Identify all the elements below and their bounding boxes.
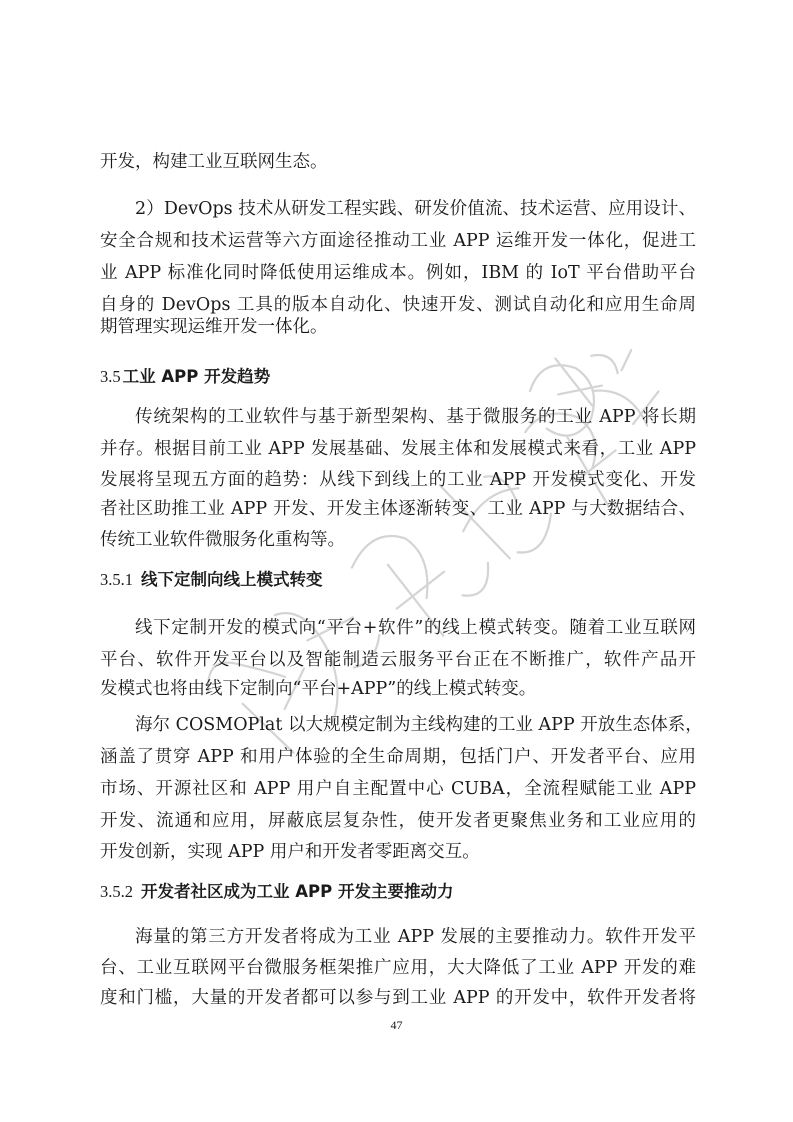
paragraph-line: 海尔 COSMOPlat 以大规模定制为主线构建的工业 APP 开放生态体系， (135, 715, 703, 735)
section-number: 3.5.1 (100, 570, 133, 589)
paragraph-line: 台、工业互联网平台微服务框架推广应用，大大降低了工业 APP 开发的难 (100, 958, 696, 978)
paragraph-line: 传统架构的工业软件与基于新型架构、基于微服务的工业 APP 将长期 (135, 407, 696, 427)
paragraph-line: 自身的 DevOps 工具的版本自动化、快速开发、测试自动化和应用生命周 (100, 295, 696, 315)
paragraph-line: 平台、软件开发平台以及智能制造云服务平台正在不断推广，软件产品开 (100, 650, 696, 670)
paragraph-line: 度和门槛，大量的开发者都可以参与到工业 APP 的开发中，软件开发者将 (100, 988, 696, 1008)
subsection-heading (100, 880, 453, 904)
paragraph-line: 安全合规和技术运营等六方面途径推动工业 APP 运维开发一体化，促进工 (100, 231, 696, 251)
paragraph-line: 发展将呈现五方面的趋势：从线下到线上的工业 APP 开发模式变化、开发 (100, 470, 696, 490)
paragraph-line: 涵盖了贯穿 APP 和用户体验的全生命周期，包括门户、开发者平台、应用 (100, 747, 696, 767)
section-number: 3.5 (100, 367, 121, 386)
paragraph-line: 开发，构建工业互联网生态。 (100, 152, 328, 172)
paragraph-line: 海量的第三方开发者将成为工业 APP 发展的主要推动力。软件开发平 (135, 927, 696, 947)
paragraph-line: 线下定制开发的模式向“平台+软件”的线上模式转变。随着工业互联网 (135, 618, 696, 638)
paragraph-line: 传统工业软件微服务化重构等。 (100, 530, 345, 550)
paragraph-line: 发模式也将由线下定制向“平台+APP”的线上模式转变。 (100, 679, 537, 699)
subsection-heading (100, 568, 323, 592)
section-number: 3.5.2 (100, 882, 133, 901)
paragraph-line: 并存。根据目前工业 APP 发展基础、发展主体和发展模式来看，工业 APP (100, 439, 696, 459)
section-title: 线下定制向线上模式转变 (141, 570, 323, 589)
paragraph-line: 开发、流通和应用，屏蔽底层复杂性，使开发者更聚焦业务和工业应用的 (100, 811, 696, 831)
section-heading (100, 365, 270, 389)
paragraph-line: 市场、开源社区和 APP 用户自主配置中心 CUBA，全流程赋能工业 APP (100, 779, 696, 799)
paragraph-line: 业 APP 标准化同时降低使用运维成本。例如，IBM 的 IoT 平台借助平台 (100, 263, 696, 283)
paragraph-line: 开发创新，实现 APP 用户和开发者零距离交互。 (100, 842, 480, 862)
paragraph-line: 期管理实现运维开发一体化。 (100, 317, 328, 337)
section-title: 开发者社区成为工业 APP 开发主要推动力 (141, 882, 454, 901)
paragraph-line: 者社区助推工业 APP 开发、开发主体逐渐转变、工业 APP 与大数据结合、 (100, 499, 696, 519)
paragraph-line: 2）DevOps 技术从研发工程实践、研发价值流、技术运营、应用设计、 (135, 199, 696, 219)
section-title: 工业 APP 开发趋势 (122, 367, 271, 386)
page-number: 47 (390, 1018, 403, 1032)
